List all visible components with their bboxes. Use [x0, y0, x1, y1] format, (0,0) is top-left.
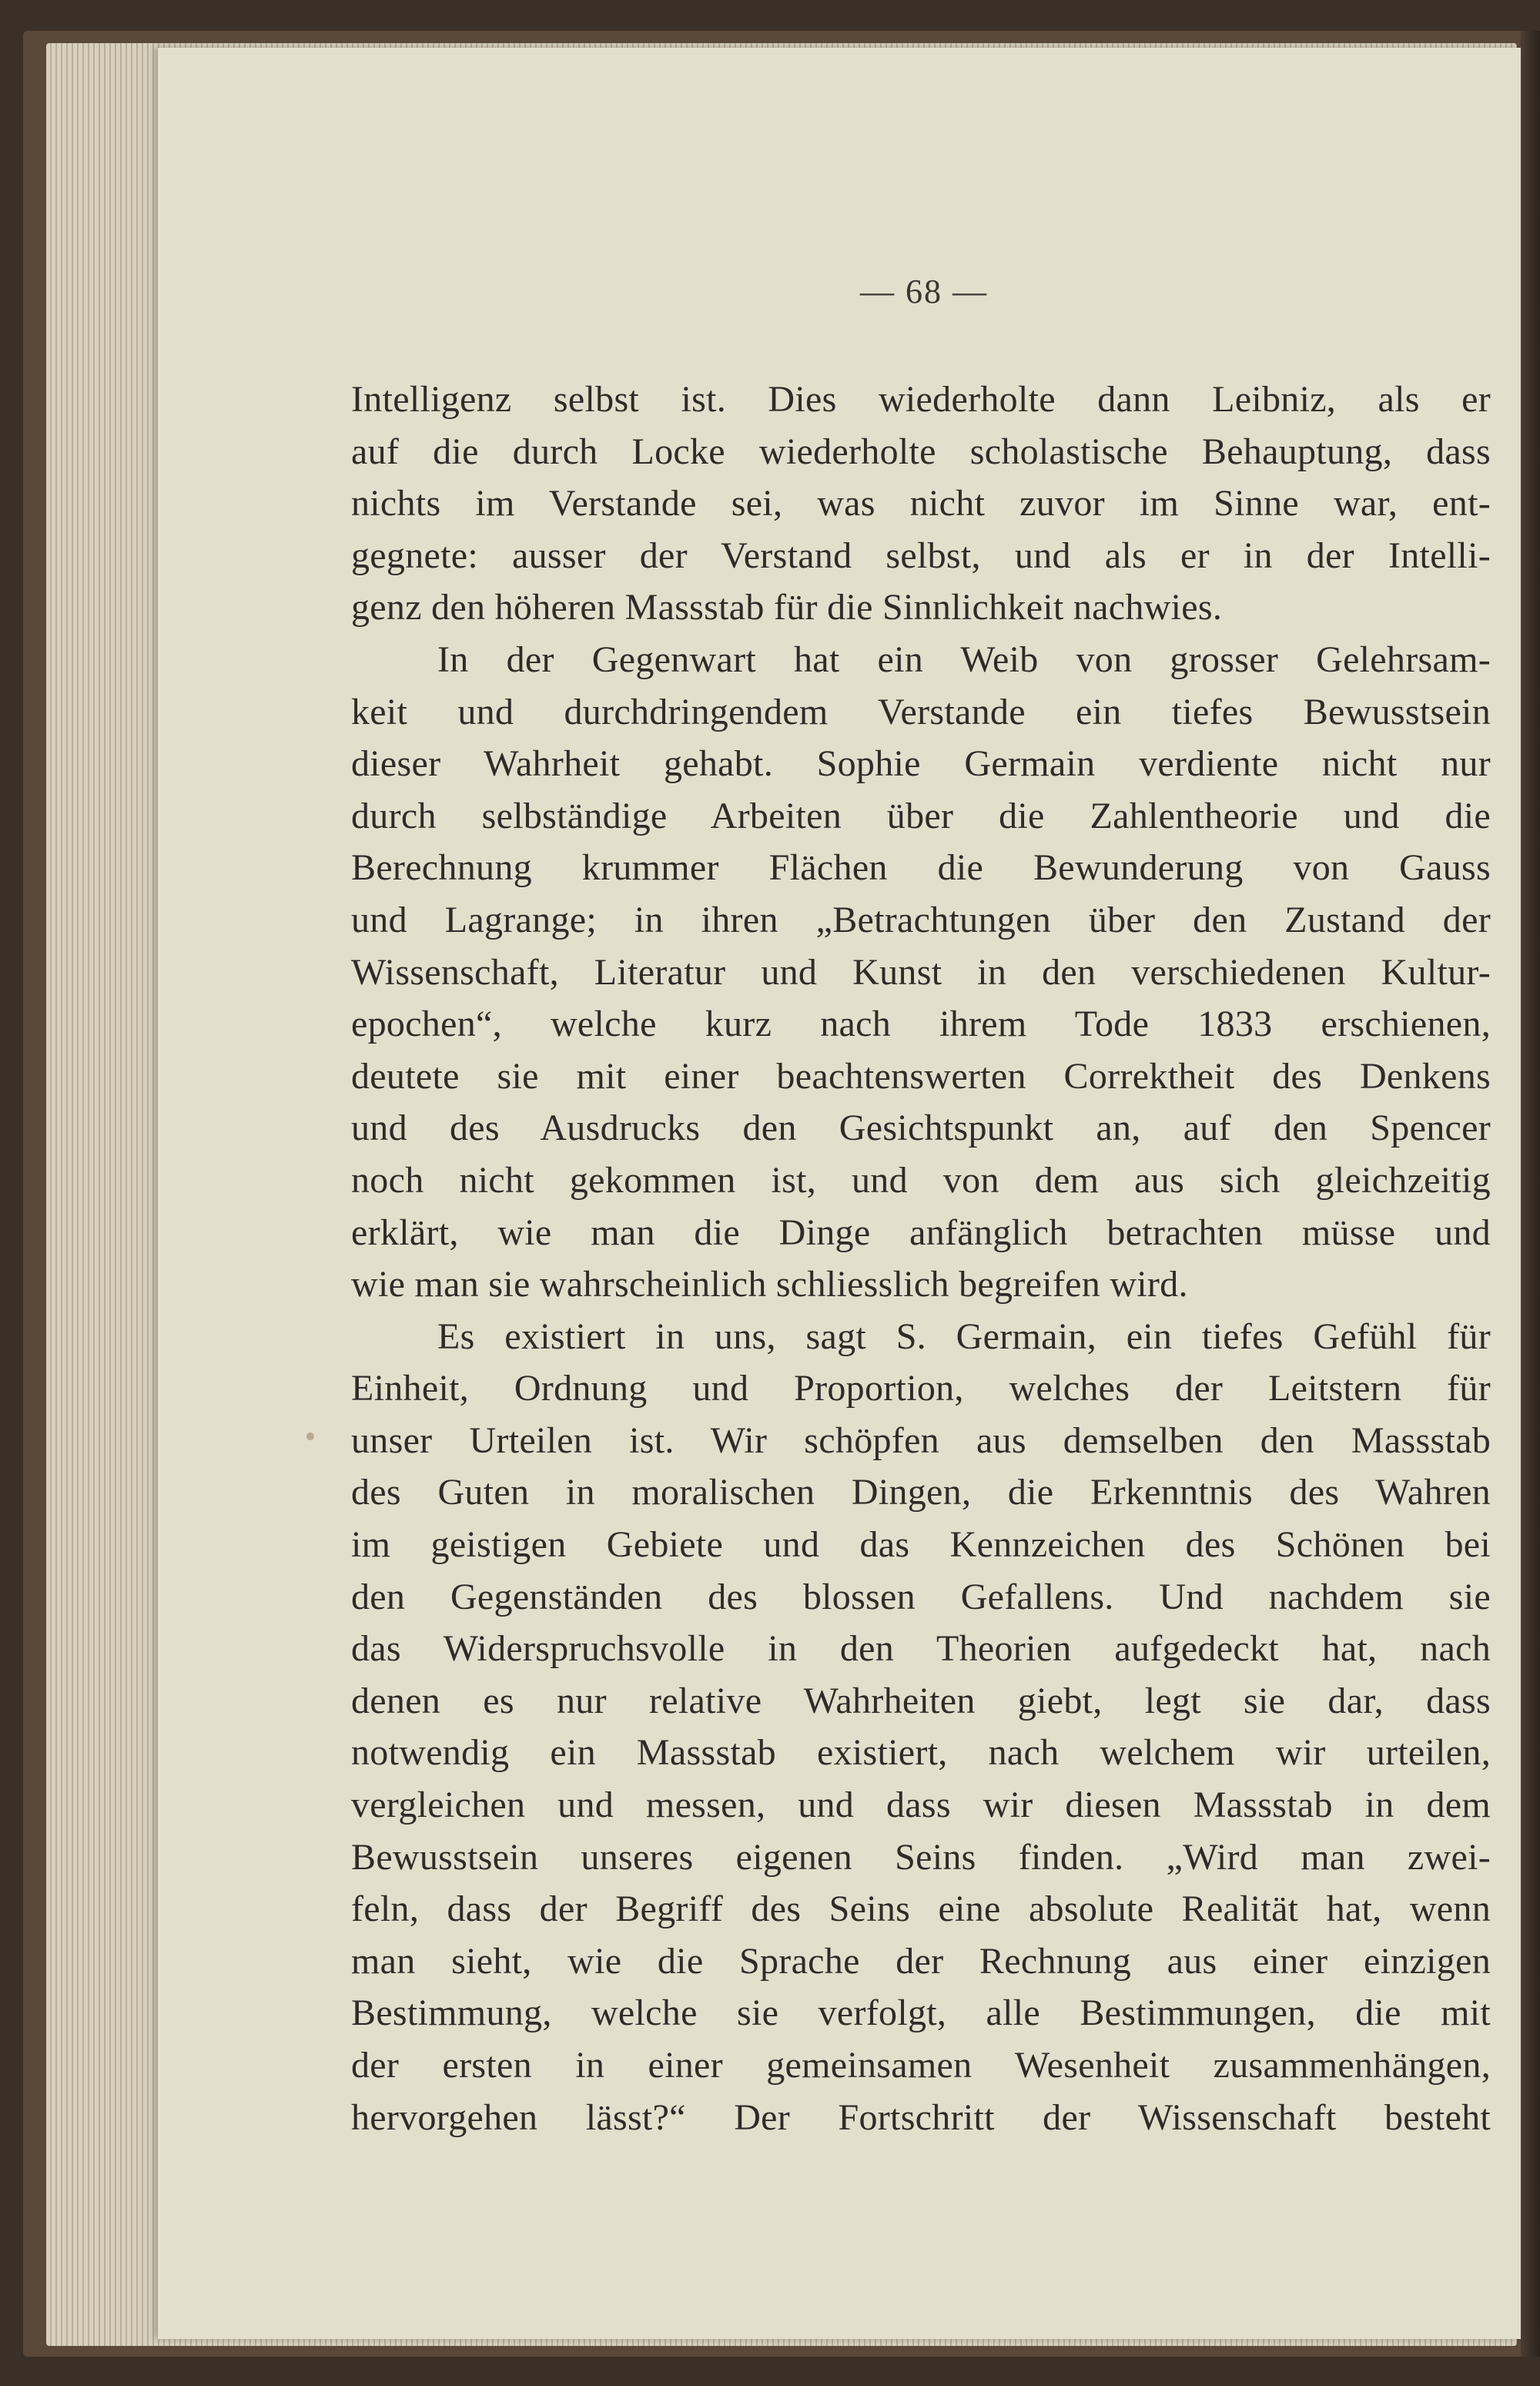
- text-line: man sieht, wie die Sprache der Rechnung aus einer einzigen: [351, 1940, 1491, 1982]
- text-line: nichts im Verstande sei, was nicht zuvor im Sinne war, ent-: [351, 483, 1491, 524]
- text-line: feln, dass der Begriff des Seins eine absolute Realität hat, wenn: [351, 1888, 1491, 1930]
- text-line: notwendig ein Massstab existiert, nach welchem wir urteilen,: [351, 1732, 1491, 1774]
- text-line: hervorgehen lässt?“ Der Fortschritt der Wissenschaft besteht: [351, 2096, 1491, 2138]
- text-line: und Lagrange; in ihren „Betrachtungen über den Zustand der: [351, 899, 1491, 940]
- text-line: epochen“, welche kurz nach ihrem Tode 1833 erschienen,: [351, 1004, 1491, 1045]
- text-line: deutete sie mit einer beachtenswerten Correktheit des Denkens: [351, 1055, 1491, 1097]
- text-line: und des Ausdrucks den Gesichtspunkt an, auf den Spencer: [351, 1108, 1491, 1149]
- text-line: vergleichen und messen, und dass wir diesen Massstab in dem: [351, 1784, 1491, 1826]
- text-line: Bestimmung, welche sie verfolgt, alle Bestimmungen, die mit: [351, 1992, 1491, 2034]
- margin-mark: [306, 1433, 314, 1440]
- text-line: gegnete: ausser der Verstand selbst, und als er in der Intelli-: [351, 535, 1491, 576]
- text-line: noch nicht gekommen ist, und von dem aus sich gleichzeitig: [351, 1159, 1491, 1201]
- text-line: der ersten in einer gemeinsamen Wesenheit zusammenhängen,: [351, 2045, 1491, 2086]
- text-line: genz den höheren Massstab für die Sinnlichkeit nachwies.: [351, 587, 1223, 628]
- text-line: wie man sie wahrscheinlich schliesslich begreifen wird.: [351, 1264, 1188, 1305]
- text-line: im geistigen Gebiete und das Kennzeichen des Schönen bei: [351, 1524, 1491, 1566]
- text-line: Bewusstsein unseres eigenen Seins finden. „Wird man zwei-: [351, 1836, 1491, 1878]
- book-right-edge: [1521, 31, 1540, 2357]
- text-line: auf die durch Locke wiederholte scholastische Behauptung, dass: [351, 431, 1491, 472]
- text-line: das Widerspruchsvolle in den Theorien aufgedeckt hat, nach: [351, 1628, 1491, 1670]
- page-number-header: [0, 272, 1540, 311]
- text-line: Es existiert in uns, sagt S. Germain, ein tiefes Gefühl für: [437, 1315, 1491, 1357]
- text-line: unser Urteilen ist. Wir schöpfen aus demselben den Massstab: [351, 1419, 1491, 1461]
- text-line: erklärt, wie man die Dinge anfänglich betrachten müsse und: [351, 1211, 1491, 1253]
- text-line: den Gegenständen des blossen Gefallens. Und nachdem sie: [351, 1576, 1491, 1617]
- text-line: In der Gegenwart hat ein Weib von grosser Gelehrsam-: [437, 638, 1491, 680]
- text-line: durch selbständige Arbeiten über die Zahlentheorie und die: [351, 795, 1491, 836]
- text-line: des Guten in moralischen Dingen, die Erkenntnis des Wahren: [351, 1472, 1491, 1513]
- text-line: Berechnung krummer Flächen die Bewunderung von Gauss: [351, 847, 1491, 889]
- page-number: — 68 —: [860, 273, 988, 310]
- text-line: keit und durchdringendem Verstande ein tiefes Bewusstsein: [351, 691, 1491, 732]
- text-line: Intelligenz selbst ist. Dies wiederholte dann Leibniz, als er: [351, 379, 1491, 420]
- text-line: Einheit, Ordnung und Proportion, welches der Leitstern für: [351, 1368, 1491, 1409]
- text-line: dieser Wahrheit gehabt. Sophie Germain verdiente nicht nur: [351, 743, 1491, 785]
- body-text: [351, 374, 1491, 2143]
- text-line: Wissenschaft, Literatur und Kunst in den verschiedenen Kultur-: [351, 951, 1491, 993]
- text-line: denen es nur relative Wahrheiten giebt, legt sie dar, dass: [351, 1680, 1491, 1721]
